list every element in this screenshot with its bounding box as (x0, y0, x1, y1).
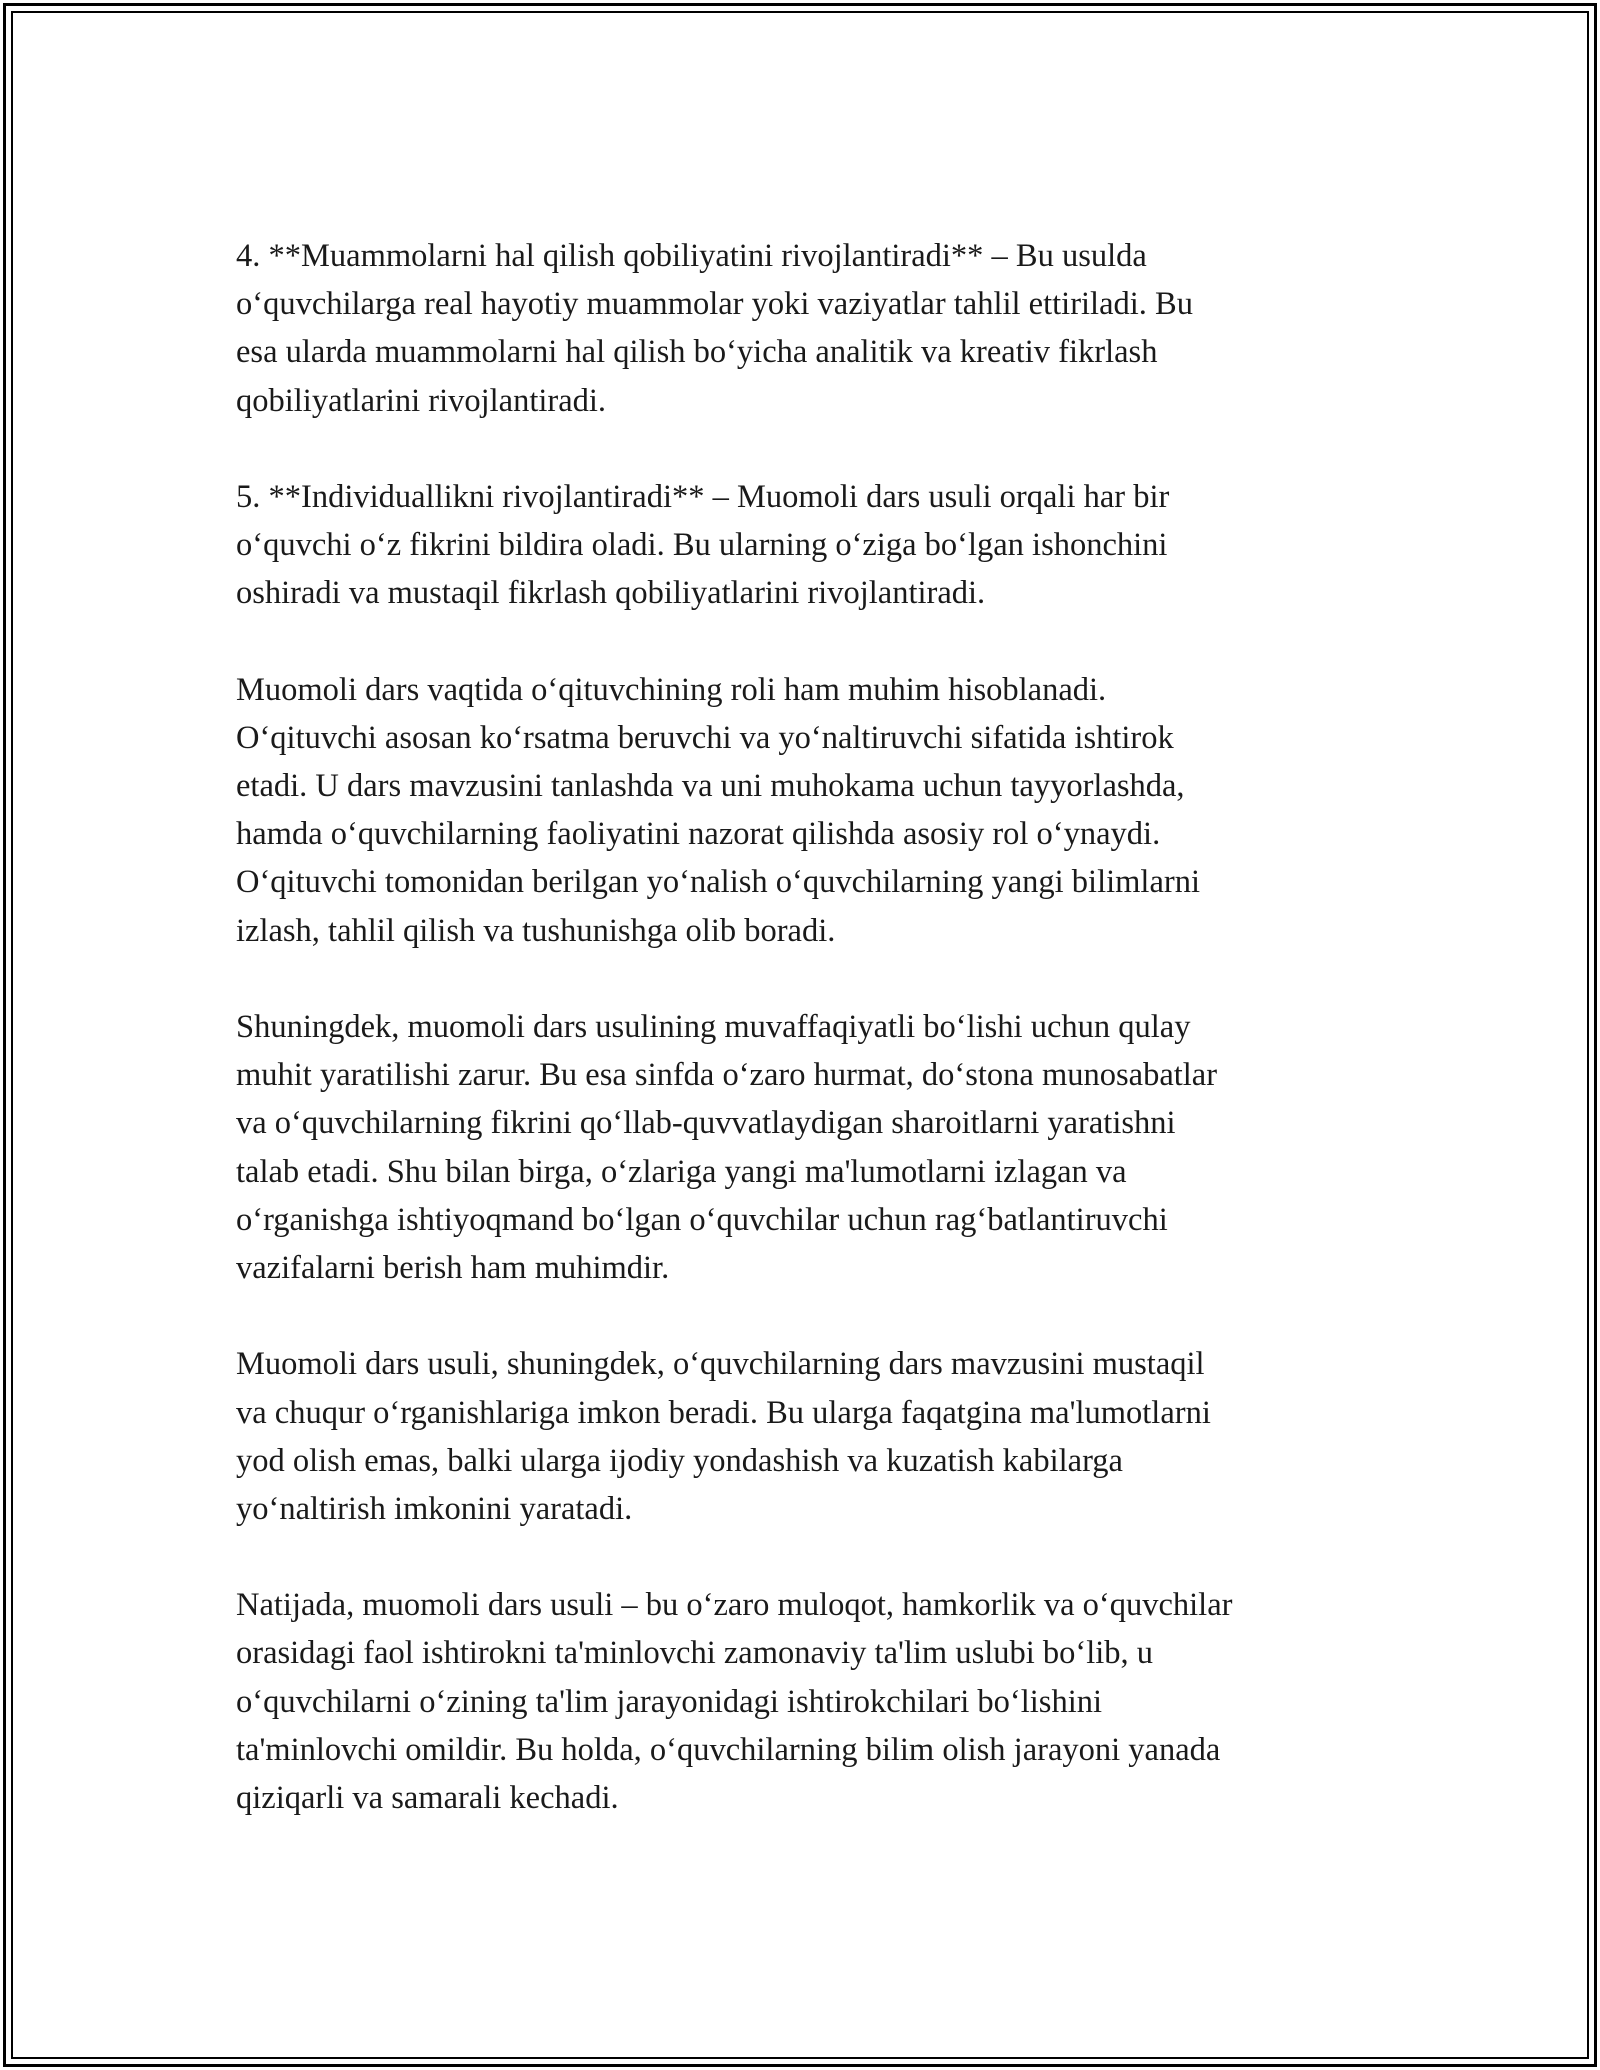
text-line: oshiradi va mustaqil fikrlash qobiliyatlarini rivojlantiradi. (236, 575, 986, 612)
text-line: Muomoli dars usuli, shuningdek, o‘quvchilarning dars mavzusini mustaqil (236, 1346, 1205, 1383)
text-line: va o‘quvchilarning fikrini qo‘llab-quvvatlaydigan sharoitlarni yaratishni (236, 1105, 1176, 1142)
text-line: O‘qituvchi asosan ko‘rsatma beruvchi va yo‘naltiruvchi sifatida ishtirok (236, 719, 1174, 756)
text-line: Natijada, muomoli dars usuli – bu o‘zaro muloqot, hamkorlik va o‘quvchilar (236, 1587, 1233, 1624)
text-line: talab etadi. Shu bilan birga, o‘zlariga yangi ma'lumotlarni izlagan va (236, 1153, 1127, 1190)
paragraph-1 (236, 232, 1376, 425)
text-line: vazifalarni berish ham muhimdir. (236, 1249, 670, 1286)
text-line: qiziqarli va samarali kechadi. (236, 1780, 619, 1816)
text-line: va chuqur o‘rganishlariga imkon beradi. Bu ularga faqatgina ma'lumotlarni (236, 1394, 1211, 1431)
text-line: 5. **Individuallikni rivojlantiradi** – Muomoli dars usuli orqali har bir (236, 478, 1170, 515)
text-line: orasidagi faol ishtirokni ta'minlovchi zamonaviy ta'lim uslubi bo‘lib, u (236, 1635, 1154, 1672)
text-line: muhit yaratilishi zarur. Bu esa sinfda o‘zaro hurmat, do‘stona munosabatlar (236, 1057, 1218, 1094)
text-line: 4. **Muammolarni hal qilish qobiliyatini rivojlantiradi** – Bu usulda (236, 238, 1147, 274)
paragraph-6 (236, 1581, 1376, 1822)
text-line: Shuningdek, muomoli dars usulining muvaffaqiyatli bo‘lishi uchun qulay (236, 1009, 1191, 1045)
paragraph-3 (236, 666, 1376, 955)
text-line: ta'minlovchi omildir. Bu holda, o‘quvchilarning bilim olish jarayoni yanada (236, 1731, 1221, 1768)
text-line: o‘quvchi o‘z fikrini bildira oladi. Bu ularning o‘ziga bo‘lgan ishonchini (236, 527, 1168, 564)
text-line: o‘quvchilarga real hayotiy muammolar yoki vaziyatlar tahlil ettiriladi. Bu (236, 286, 1193, 323)
text-line: esa ularda muammolarni hal qilish bo‘yicha analitik va kreativ fikrlash (236, 334, 1158, 371)
text-line: yo‘naltirish imkonini yaratadi. (236, 1490, 633, 1527)
text-line: o‘quvchilarni o‘zining ta'lim jarayonidagi ishtirokchilari bo‘lishini (236, 1683, 1103, 1720)
paragraph-5 (236, 1340, 1376, 1533)
text-line: o‘rganishga ishtiyoqmand bo‘lgan o‘quvchilar uchun rag‘batlantiruvchi (236, 1201, 1168, 1238)
paragraph-2 (236, 473, 1376, 618)
text-line: O‘qituvchi tomonidan berilgan yo‘nalish o‘quvchilarning yangi bilimlarni (236, 864, 1200, 901)
text-line: yod olish emas, balki ularga ijodiy yondashish va kuzatish kabilarga (236, 1442, 1123, 1479)
text-line: Muomoli dars vaqtida o‘qituvchining roli ham muhim hisoblanadi. (236, 671, 1107, 708)
paragraph-4 (236, 1003, 1376, 1292)
text-line: etadi. U dars mavzusini tanlashda va uni muhokama uchun tayyorlashda, (236, 768, 1185, 805)
text-line: hamda o‘quvchilarning faoliyatini nazorat qilishda asosiy rol o‘ynaydi. (236, 816, 1161, 853)
text-line: izlash, tahlil qilish va tushunishga olib boradi. (236, 912, 836, 949)
text-line: qobiliyatlarini rivojlantiradi. (236, 382, 607, 419)
document-body (236, 232, 1376, 1822)
